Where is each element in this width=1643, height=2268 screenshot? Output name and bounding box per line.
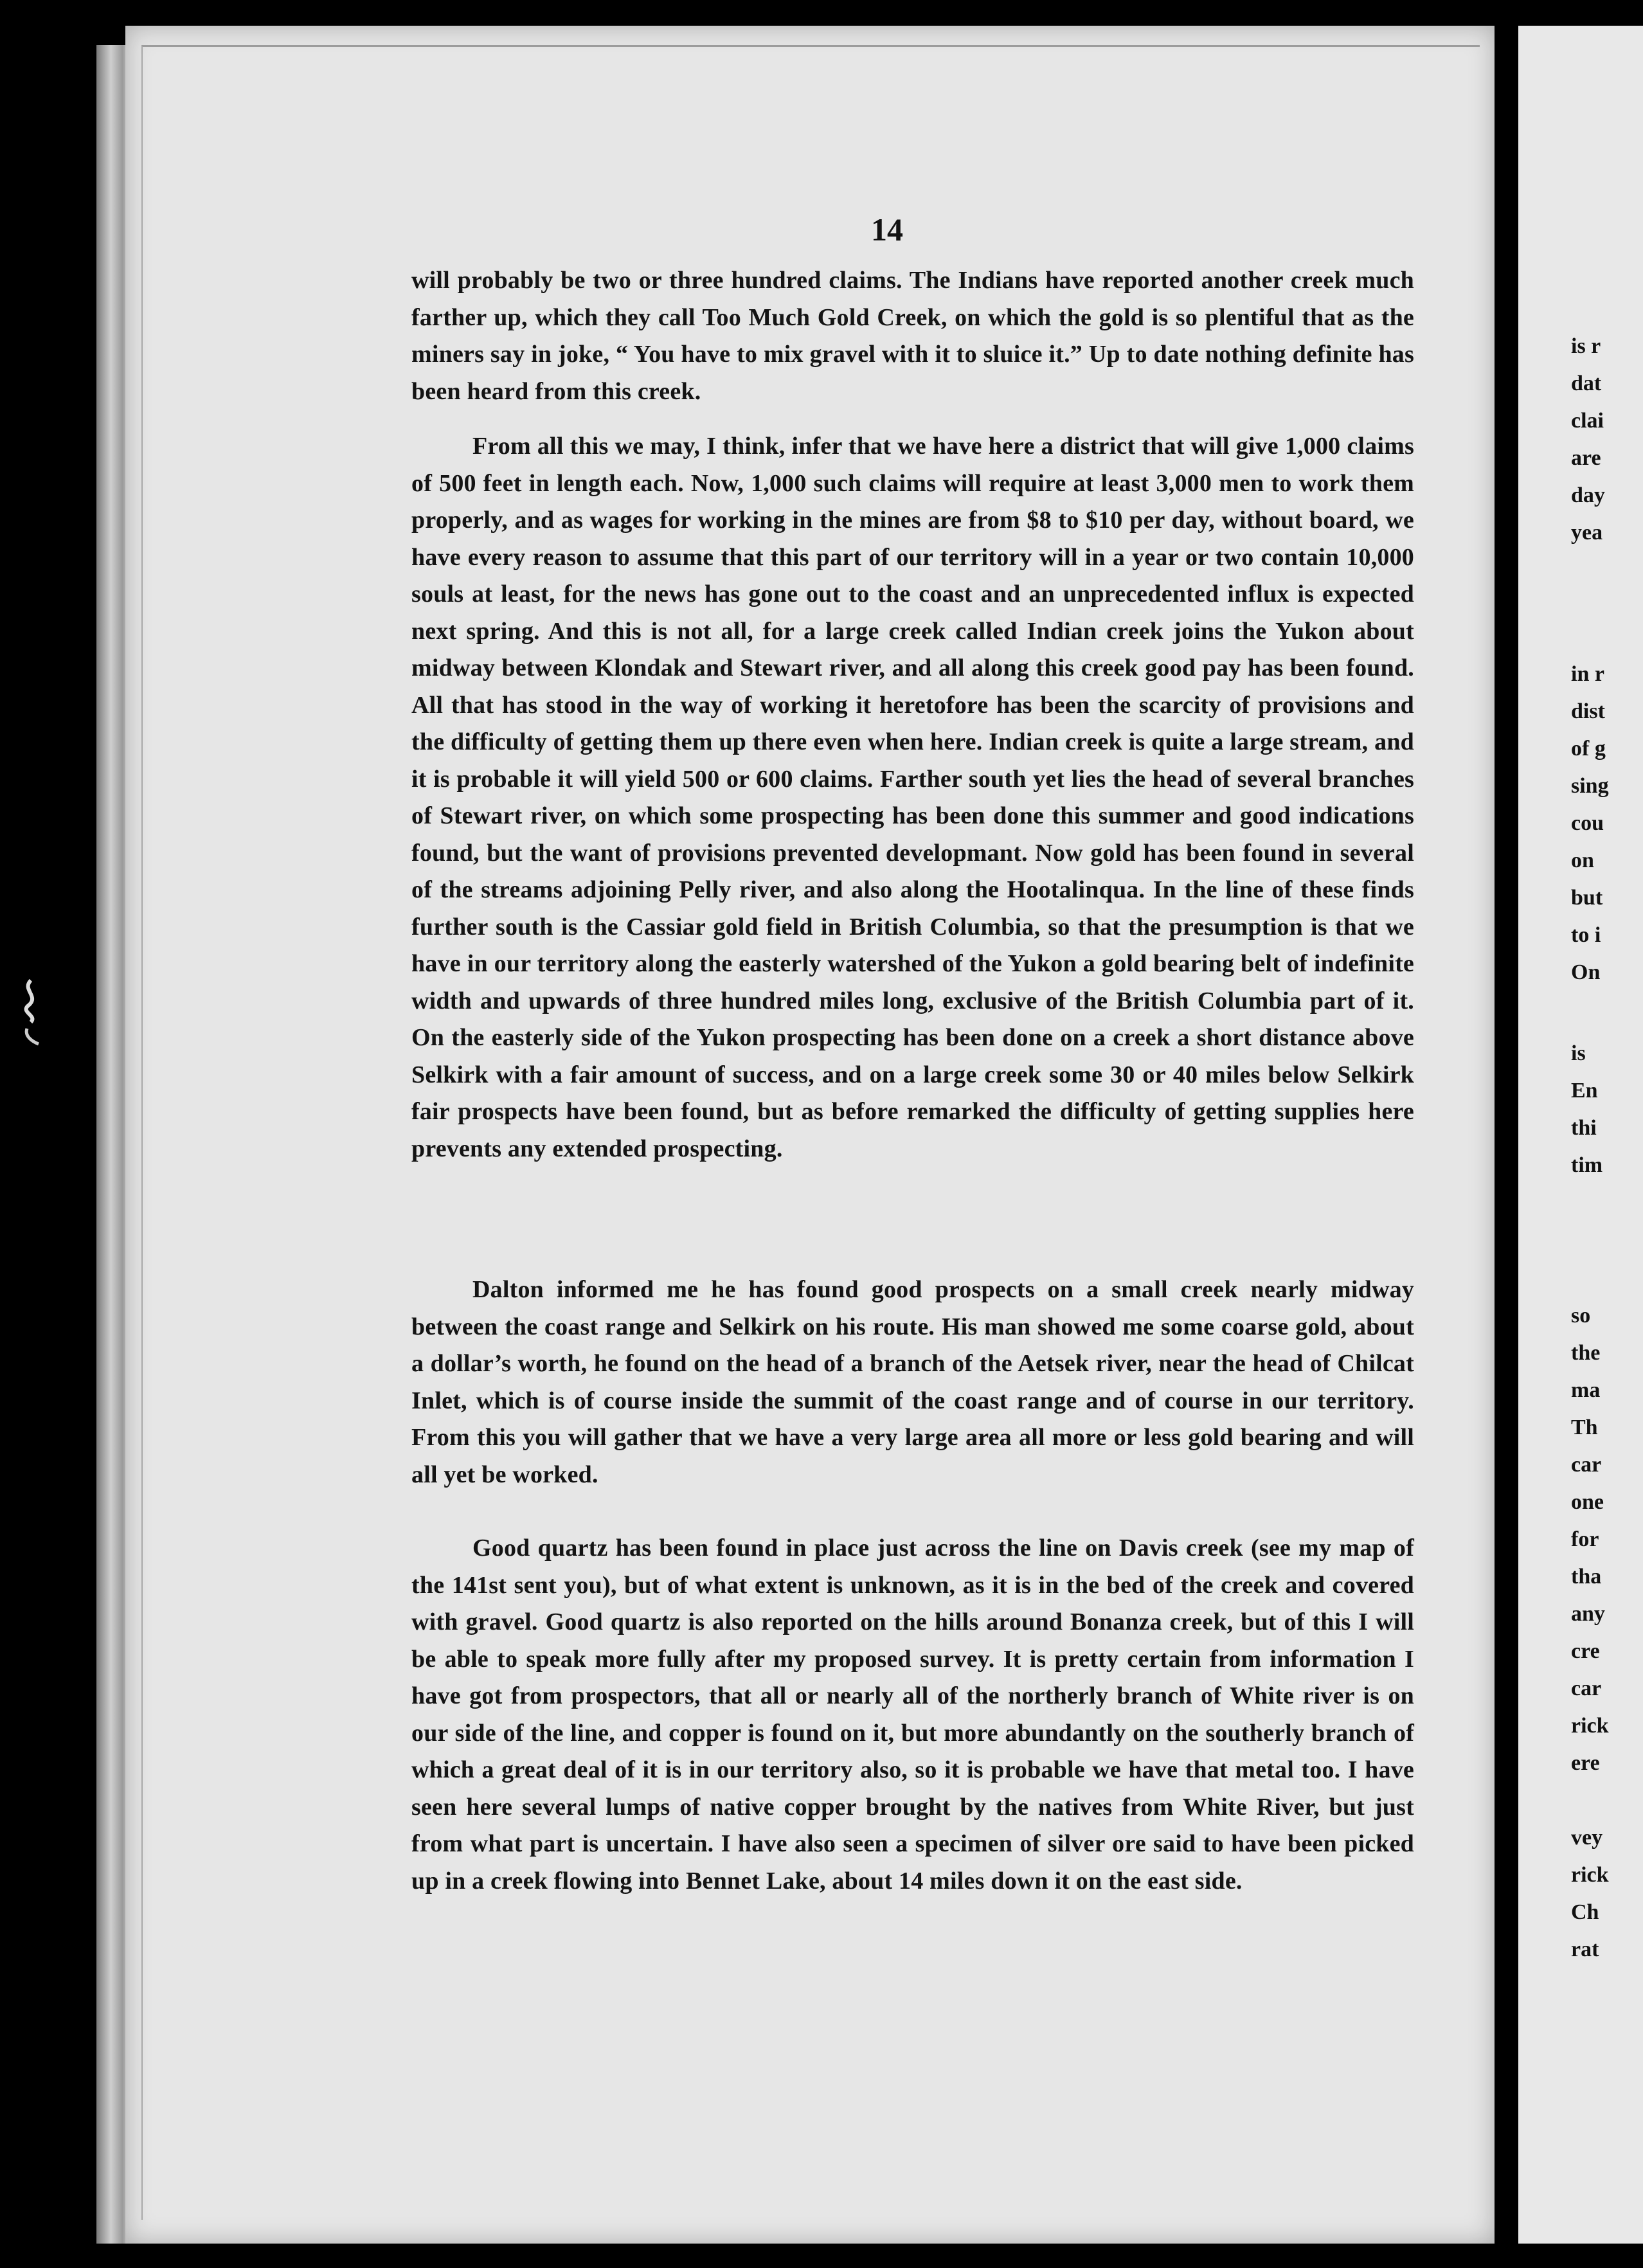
binding-clip-icon [18,977,44,1048]
adjacent-line: rat [1571,1938,1599,1961]
adjacent-line: rick [1571,1863,1609,1887]
adjacent-line: any [1571,1602,1605,1626]
adjacent-line: tha [1571,1565,1602,1589]
adjacent-page-text [1571,0,1643,2268]
adjacent-line: so [1571,1304,1591,1328]
paragraph-text: From all this we may, I think, infer that we have here a district that will give 1,000 claims of 500 feet in length each. Now, 1,000 such claims will require at least 3,000 men to work them properly, and as wages for working in the mines are from $8 to $10 per day, without board, we have every reason to assume that this part of our territory will in a year or two contain 10,000 souls at least, for the news has gone out to the coast and an unprecedented influx is expected next spring. And this is not all, for a large creek called Indian creek joins the Yukon about midway between Klondak and Stewart river, and all along this creek good pay has been found. All that has stood in the way of working it heretofore has been the scarcity of provisions and the difficulty of getting them up there even when here. Indian creek is quite a large stream, and it is probable it will yield 500 or 600 claims. Farther south yet lies the head of several branches of Stewart river, on which some prospecting has been done this summer and good indications found, but the want of provisions prevented developmant. Now gold has been found in several of the streams adjoining Pelly river, and also along the Hootalinqua. In the line of these finds further south is the Cassiar gold field in British Columbia, so that the presumption is that we have in our territory along the easterly watershed of the Yukon a gold bearing belt of indefinite width and upwards of three hundred miles long, exclusive of the British Columbia part of it. On the easterly side of the Yukon prospecting has been done on a creek a short distance above Selkirk with a fair amount of success, and on a large creek some 30 or 40 miles below Selkirk fair prospects have been found, but as before remarked the difficulty of getting supplies here prevents any extended prospecting. [411,433,1414,1162]
adjacent-line: dist [1571,699,1605,723]
page-number: 14 [871,212,903,248]
paragraph-text: will probably be two or three hundred claims. The Indians have reported another creek much farther up, which they call Too Much Gold Creek, on which the gold is so plentiful that as the miners say in joke, “ You have to mix gravel with it to sluice it.” Up to date nothing definite has been heard from this creek. [411,267,1414,405]
adjacent-line: En [1571,1079,1598,1102]
adjacent-line: tim [1571,1153,1603,1177]
adjacent-line: Th [1571,1416,1598,1439]
adjacent-line: car [1571,1677,1602,1700]
adjacent-line: but [1571,886,1603,910]
adjacent-line: are [1571,446,1601,470]
paragraph-text: Good quartz has been found in place just across the line on Davis creek (see my map of the 141st sent you), but of what extent is unknown, as it is in the bed of the creek and covered with gravel. Good quartz is also reported on the hills around Bonanza creek, but of this I will be able to speak more fully after my proposed survey. It is pretty certain from information I have got from prospectors, that all or nearly all of the northerly branch of White river is on our side of the line, and copper is found on it, but more abundantly on the southerly branch of which a great deal of it is in our territory also, so it is probable we have that metal too. I have seen here several lumps of native copper brought by the natives from White River, but just from what part is uncertain. I have also seen a specimen of silver ore said to have been picked up in a creek flowing into Bennet Lake, about 14 miles down it on the east side. [411,1534,1414,1895]
adjacent-line: vey [1571,1826,1603,1850]
paragraph-1 [411,262,1414,410]
adjacent-line: ma [1571,1378,1601,1402]
adjacent-line: to i [1571,923,1601,947]
adjacent-line: one [1571,1490,1604,1514]
adjacent-line: car [1571,1453,1602,1477]
adjacent-line: the [1571,1341,1601,1365]
paragraph-3 [411,1272,1414,1493]
adjacent-line: of g [1571,737,1606,760]
adjacent-line: clai [1571,409,1604,433]
adjacent-line: is r [1571,334,1601,358]
adjacent-line: yea [1571,521,1603,544]
adjacent-line: sing [1571,774,1609,798]
adjacent-line: on [1571,849,1594,872]
adjacent-line: day [1571,483,1605,507]
paragraph-2 [411,428,1414,1167]
adjacent-line: cou [1571,811,1604,835]
adjacent-line: cre [1571,1639,1600,1663]
adjacent-line: in r [1571,662,1604,686]
adjacent-line: for [1571,1527,1599,1551]
paragraph-4 [411,1530,1414,1900]
adjacent-line: thi [1571,1116,1597,1140]
adjacent-line: Ch [1571,1900,1599,1924]
paragraph-text: Dalton informed me he has found good prospects on a small creek nearly midway between the coast range and Selkirk on his route. His man showed me some coarse gold, about a dollar’s worth, he found on the head of a branch of the Aetsek river, near the head of Chilcat Inlet, which is of course inside the summit of the coast range and of course in our territory. From this you will gather that we have a very large area all more or less gold bearing and will all yet be worked. [411,1276,1414,1488]
adjacent-line: is [1571,1041,1586,1065]
adjacent-line: On [1571,960,1601,984]
adjacent-line: dat [1571,372,1602,395]
adjacent-line: ere [1571,1751,1600,1775]
adjacent-line: rick [1571,1714,1609,1738]
